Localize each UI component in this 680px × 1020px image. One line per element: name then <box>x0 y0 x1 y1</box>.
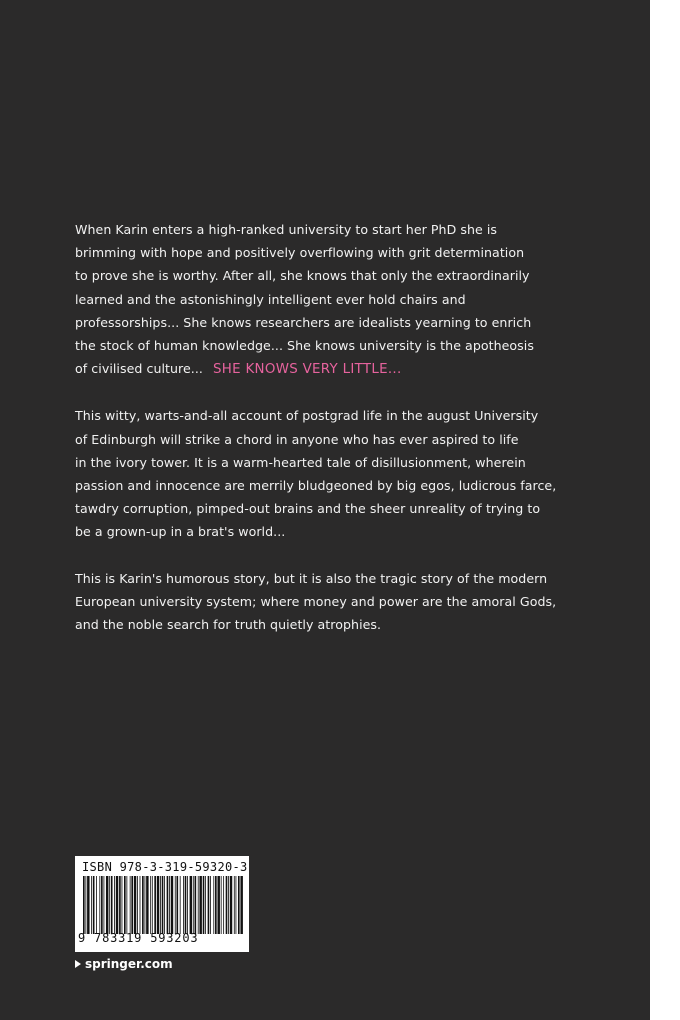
barcode-bars <box>83 876 243 934</box>
barcode-bar <box>142 876 144 934</box>
blurb-line: be a grown-up in a brat's world... <box>75 524 286 540</box>
barcode-bar <box>130 876 131 934</box>
barcode-bar <box>208 876 210 934</box>
blurb-paragraph-2 <box>75 404 557 543</box>
barcode-bar <box>213 876 214 934</box>
blurb-line: European university system; where money and power are the amoral Gods, <box>75 593 557 609</box>
barcode-bar <box>205 876 206 934</box>
barcode-bar <box>104 876 105 934</box>
barcode-bar <box>131 876 133 934</box>
barcode-bar <box>87 876 89 934</box>
blurb-line: When Karin enters a high-ranked university to start her PhD she is <box>75 222 498 237</box>
publisher-url: springer.com <box>85 957 173 971</box>
barcode-bar <box>101 876 103 934</box>
barcode-bar <box>160 876 161 934</box>
barcode-bar <box>198 876 199 934</box>
barcode-digits: 9 783319 593203 <box>78 931 199 945</box>
barcode-bar <box>176 876 178 934</box>
blurb-line-text: of civilised culture... <box>75 361 203 377</box>
barcode-bar <box>169 876 170 934</box>
barcode-bar <box>240 876 242 934</box>
barcode-bar <box>221 876 222 934</box>
barcode-bar <box>114 876 115 934</box>
barcode-bar <box>146 876 148 934</box>
blurb-line: in the ivory tower. It is a warm-hearted tale of disillusionment, wherein <box>75 454 526 470</box>
blurb-line: professorships... She knows researchers are idealists yearning to enrich <box>75 314 532 330</box>
barcode-bar <box>137 876 138 934</box>
barcode-bar <box>230 876 232 934</box>
barcode-bar <box>190 876 192 934</box>
barcode-bar <box>223 876 224 934</box>
barcode-bar <box>236 876 237 934</box>
isbn-barcode <box>75 856 249 952</box>
barcode-bar <box>199 876 201 934</box>
barcode-bar <box>154 876 156 934</box>
blurb-line: the stock of human knowledge... She knows university is the apotheosis <box>75 338 534 354</box>
barcode-bar <box>183 876 184 934</box>
barcode-bar <box>175 876 176 934</box>
blurb-line: learned and the astonishingly intelligent ever hold chairs and <box>75 291 466 307</box>
barcode-bar <box>171 876 173 934</box>
barcode-bar <box>193 876 194 934</box>
barcode-bar <box>203 876 205 934</box>
barcode-bar <box>145 876 146 934</box>
blurb-paragraph-1 <box>75 218 535 381</box>
barcode-bar <box>99 876 100 934</box>
barcode-bar <box>187 876 188 934</box>
barcode-bar <box>180 876 181 934</box>
barcode-bar <box>119 876 121 934</box>
barcode-bar <box>140 876 141 934</box>
blurb-text <box>75 218 557 659</box>
barcode-bar <box>91 876 92 934</box>
blurb-line: This witty, warts-and-all account of postgrad life in the august University <box>75 408 539 424</box>
highlight-tagline: SHE KNOWS VERY LITTLE... <box>212 362 402 378</box>
barcode-bar <box>210 876 211 934</box>
barcode-bar <box>217 876 219 934</box>
blurb-line: brimming with hope and positively overflowing with grit determination <box>75 245 525 261</box>
barcode-bar <box>215 876 217 934</box>
blurb-line: to prove she is worthy. After all, she knows that only the extraordinarily <box>75 268 530 284</box>
barcode-bar <box>152 876 153 934</box>
barcode-bar <box>226 876 228 934</box>
barcode-bar <box>109 876 110 934</box>
barcode-bar <box>167 876 169 934</box>
barcode-bar <box>234 876 235 934</box>
barcode-bar <box>116 876 118 934</box>
barcode-bar <box>85 876 86 934</box>
blurb-line: This is Karin's humorous story, but it is also the tragic story of the modern <box>75 570 548 586</box>
barcode-bar <box>150 876 151 934</box>
barcode-bar <box>111 876 113 934</box>
barcode-bar <box>106 876 108 934</box>
barcode-bar <box>195 876 197 934</box>
blurb-paragraph-3 <box>75 567 557 637</box>
barcode-bar <box>96 876 97 934</box>
barcode-bar <box>185 876 187 934</box>
barcode-bar <box>124 876 126 934</box>
barcode-bar <box>126 876 127 934</box>
blurb-line-last <box>75 357 535 381</box>
arrow-right-icon <box>75 960 81 968</box>
barcode-bar <box>157 876 159 934</box>
barcode-bar <box>162 876 164 934</box>
blurb-line: tawdry corruption, pimped-out brains and the sheer unreality of trying to <box>75 501 541 517</box>
barcode-bar <box>83 876 85 934</box>
barcode-bar <box>134 876 136 934</box>
barcode-bar <box>228 876 229 934</box>
barcode-bar <box>93 876 95 934</box>
blurb-line: and the noble search for truth quietly atrophies. <box>75 617 382 633</box>
isbn-label: ISBN 978-3-319-59320-3 <box>82 860 248 874</box>
barcode-bar <box>122 876 123 934</box>
publisher-link[interactable] <box>75 957 173 971</box>
blurb-line: passion and innocence are merrily bludgeoned by big egos, ludicrous farce, <box>75 478 557 494</box>
barcode-bar <box>164 876 165 934</box>
barcode-bar <box>238 876 240 934</box>
blurb-line: of Edinburgh will strike a chord in anyone who has ever aspired to life <box>75 431 519 447</box>
